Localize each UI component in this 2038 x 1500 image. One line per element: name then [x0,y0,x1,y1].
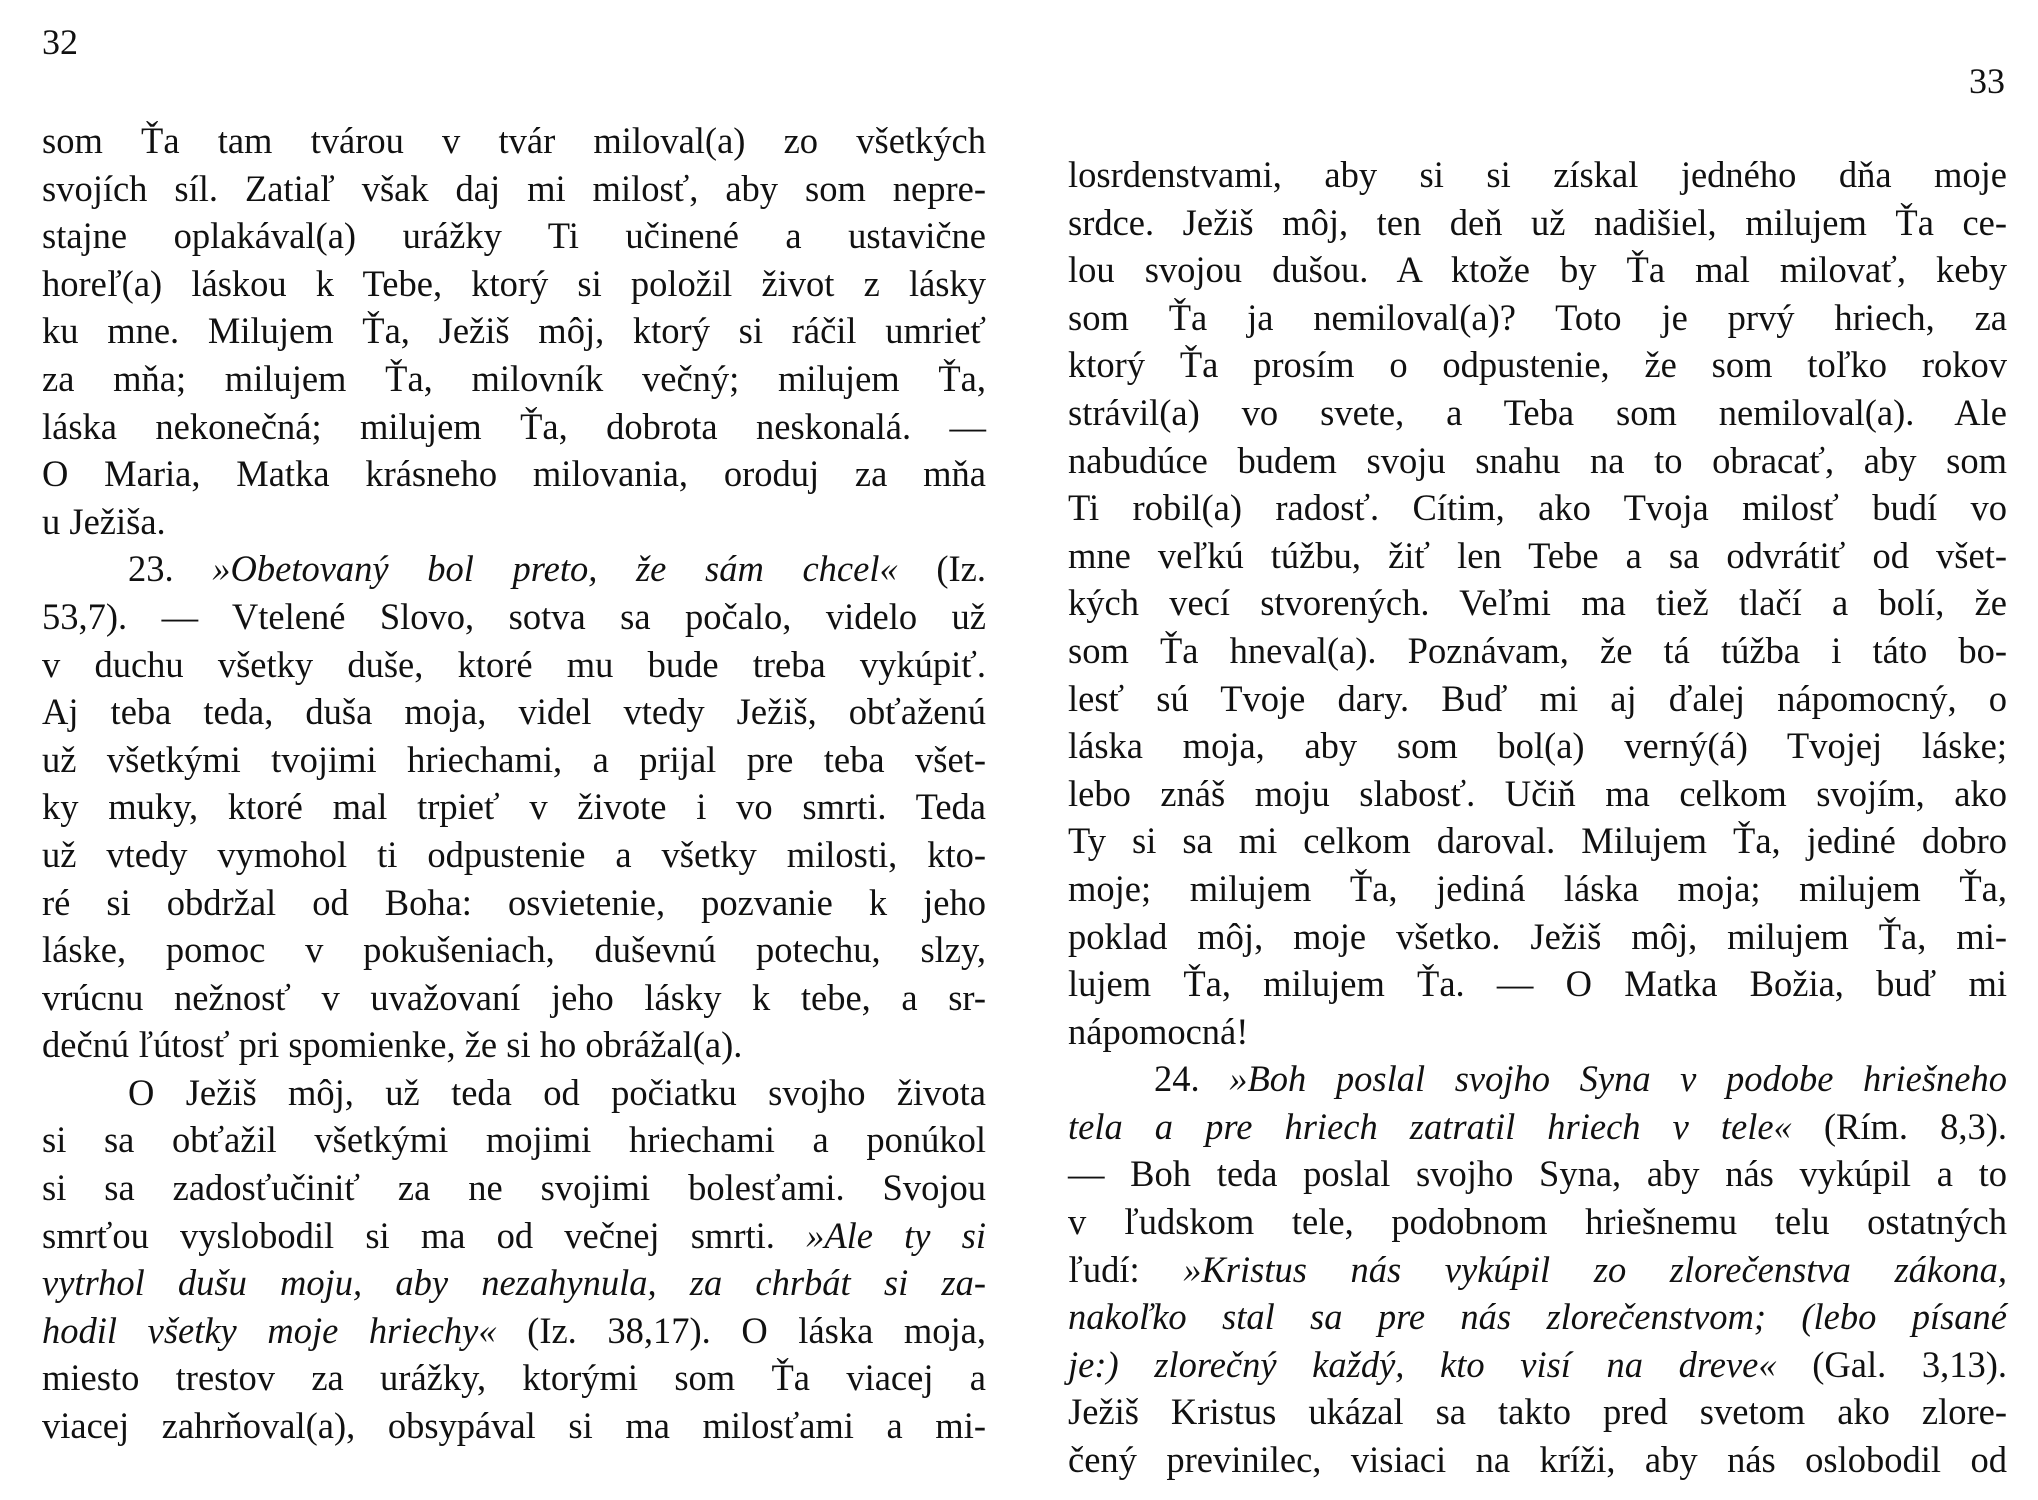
text-line [1068,1103,2007,1151]
text-line [1068,341,2007,389]
quotation-text: hodil všetky moje hriechy« [42,1309,497,1351]
text-line [1068,579,2007,627]
body-text: u Ježiša. [42,500,166,542]
quotation-text: »Ale ty si [806,1214,986,1256]
text-line [1068,532,2007,580]
text-line [1068,1198,2007,1246]
text-line [1068,960,2007,1008]
text-line [42,260,986,308]
body-text: si sa zadosťučiniť za ne svojimi bolesťami. Svojou [42,1167,986,1209]
page-left-body [42,117,986,1450]
body-text: (Iz. [897,548,986,590]
text-line [42,593,986,641]
text-line [1068,627,2007,675]
body-text: (Iz. 38,17). O láska moja, [496,1309,986,1351]
text-line [1068,817,2007,865]
body-text: 24. [1154,1058,1230,1100]
text-line [42,498,986,546]
quotation-text: »Obetovaný bol preto, že sám chcel« [212,548,898,590]
page-number-right: 33 [1969,61,2005,101]
text-line [1068,389,2007,437]
body-text: ré si obdržal od Boha: osvietenie, pozvanie k jeho [42,881,986,923]
text-line [42,307,986,355]
body-text: 23. [128,548,213,590]
text-line [42,1354,986,1402]
text-line [42,688,986,736]
page-right-body [1068,151,2007,1484]
quotation-text: je:) zlorečný každý, kto visí na dreve« [1068,1343,1777,1385]
body-text: smrťou vyslobodil si ma od večnej smrti. [42,1214,807,1256]
text-line [42,1021,986,1069]
text-line [1068,1150,2007,1198]
text-line [1068,1388,2007,1436]
text-line [42,403,986,451]
body-text: si sa obťažil všetkými mojimi hriechami a ponúkol [42,1119,986,1161]
text-line [1068,1341,2007,1389]
body-text: ľudí: [1068,1248,1184,1290]
text-line [42,641,986,689]
text-line [1068,294,2007,342]
text-line [42,1069,986,1117]
body-text: dečnú ľútosť pri spomienke, že si ho obrážal(a). [42,1024,743,1066]
text-line [42,831,986,879]
body-text: už vtedy vymohol ti odpustenie a všetky milosti, kto- [42,833,986,875]
text-line [42,450,986,498]
text-line [1068,1436,2007,1484]
text-line [1068,1055,2007,1103]
quotation-text: vytrhol dušu moju, aby nezahynula, za chrbát si za- [42,1262,986,1304]
text-line [1068,865,2007,913]
body-text: vrúcnu nežnosť v uvažovaní jeho lásky k tebe, a sr- [42,976,986,1018]
body-text: láske, pomoc v pokušeniach, duševnú potechu, slzy, [42,929,986,971]
body-text: v duchu všetky duše, ktoré mu bude treba vykúpiť. [42,643,986,685]
text-line [1068,1293,2007,1341]
text-line [42,212,986,260]
quotation-text: »Boh poslal svojho Syna v podobe hriešneho [1229,1058,2007,1100]
text-line [42,783,986,831]
body-text: za mňa; milujem Ťa, milovník večný; milujem Ťa, [42,357,986,399]
body-text: viacej zahrňoval(a), obsypával si ma milosťami a mi- [42,1405,986,1447]
body-text: poklad môj, moje všetko. Ježiš môj, milujem Ťa, mi- [1068,915,2007,957]
body-text: 53,7). — Vtelené Slovo, sotva sa počalo, videlo už [42,595,986,637]
body-text: láska moja, aby som bol(a) verný(á) Tvojej láske; [1068,725,2007,767]
text-line [42,545,986,593]
text-line [42,974,986,1022]
body-text: mne veľkú túžbu, žiť len Tebe a sa odvrátiť od všet- [1068,534,2007,576]
body-text: Ti robil(a) radosť. Cítim, ako Tvoja milosť budí vo [1068,487,2007,529]
text-line [42,1259,986,1307]
body-text: nápomocná! [1068,1010,1249,1052]
text-line [42,1164,986,1212]
text-line [1068,1246,2007,1294]
text-line [1068,1008,2007,1056]
text-line [1068,675,2007,723]
text-line [42,1402,986,1450]
body-text: som Ťa hneval(a). Poznávam, že tá túžba i táto bo- [1068,629,2007,671]
text-line [1068,913,2007,961]
body-text: nabudúce budem svoju snahu na to obracať, aby som [1068,439,2007,481]
body-text: miesto trestov za urážky, ktorými som Ťa viacej a [42,1357,986,1399]
text-line [1068,437,2007,485]
body-text: horeľ(a) láskou k Tebe, ktorý si položil život z lásky [42,262,986,304]
text-line [42,1212,986,1260]
body-text: ku mne. Milujem Ťa, Ježiš môj, ktorý si ráčil umrieť [42,310,986,352]
body-text: O Maria, Matka krásneho milovania, oroduj za mňa [42,453,986,495]
text-line [42,1307,986,1355]
body-text: v ľudskom tele, podobnom hriešnemu telu ostatných [1068,1201,2007,1243]
body-text: — Boh teda poslal svojho Syna, aby nás vykúpil a to [1068,1153,2007,1195]
body-text: Aj teba teda, duša moja, videl vtedy Ježiš, obťaženú [42,691,986,733]
text-line [1068,246,2007,294]
body-text: stajne oplakával(a) urážky Ti učinené a ustavične [42,215,986,257]
text-line [1068,199,2007,247]
text-line [1068,484,2007,532]
body-text: lou svojou dušou. A ktože by Ťa mal milovať, keby [1068,249,2007,291]
body-text: som Ťa tam tvárou v tvár miloval(a) zo všetkých [42,120,986,161]
body-text: láska nekonečná; milujem Ťa, dobrota neskonalá. — [42,405,986,447]
body-text: Ty si sa mi celkom daroval. Milujem Ťa, jediné dobro [1068,820,2007,862]
body-text: čený previnilec, visiaci na kríži, aby nás oslobodil od [1068,1439,2007,1481]
body-text: srdce. Ježiš môj, ten deň už nadišiel, milujem Ťa ce- [1068,201,2007,243]
body-text: (Gal. 3,13). [1776,1343,2007,1385]
quotation-text: nakoľko stal sa pre nás zlorečenstvom; (lebo písané [1068,1296,2007,1338]
body-text: ktorý Ťa prosím o odpustenie, že som toľko rokov [1068,344,2007,386]
body-text: lebo znáš moju slabosť. Učiň ma celkom svojím, ako [1068,772,2007,814]
page-number-left: 32 [42,22,78,62]
body-text: (Rím. 8,3). [1791,1105,2007,1147]
body-text: lujem Ťa, milujem Ťa. — O Matka Božia, buď mi [1068,963,2007,1005]
text-line [42,165,986,213]
text-line [42,736,986,784]
body-text: som Ťa ja nemiloval(a)? Toto je prvý hriech, za [1068,296,2007,338]
text-line [42,879,986,927]
body-text: svojích síl. Zatiaľ však daj mi milosť, aby som nepre- [42,167,986,209]
body-text: O Ježiš môj, už teda od počiatku svojho života [128,1071,986,1113]
text-line [1068,151,2007,199]
text-line [42,1116,986,1164]
body-text: moje; milujem Ťa, jediná láska moja; milujem Ťa, [1068,867,2007,909]
quotation-text: »Kristus nás vykúpil zo zlorečenstva zákona, [1183,1248,2007,1290]
body-text: losrdenstvami, aby si si získal jedného dňa moje [1068,154,2007,195]
body-text: ky muky, ktoré mal trpieť v živote i vo smrti. Teda [42,786,986,828]
text-line [42,355,986,403]
body-text: lesť sú Tvoje dary. Buď mi aj ďalej nápomocný, o [1068,677,2007,719]
body-text: Ježiš Kristus ukázal sa takto pred svetom ako zlore- [1068,1391,2007,1433]
body-text: už všetkými tvojimi hriechami, a prijal pre teba všet- [42,738,986,780]
body-text: kých vecí stvorených. Veľmi ma tiež tlačí a bolí, že [1068,582,2007,624]
text-line [42,926,986,974]
text-line [1068,770,2007,818]
text-line [42,117,986,165]
body-text: strávil(a) vo svete, a Teba som nemiloval(a). Ale [1068,391,2007,433]
text-line [1068,722,2007,770]
quotation-text: tela a pre hriech zatratil hriech v tele« [1068,1105,1792,1147]
